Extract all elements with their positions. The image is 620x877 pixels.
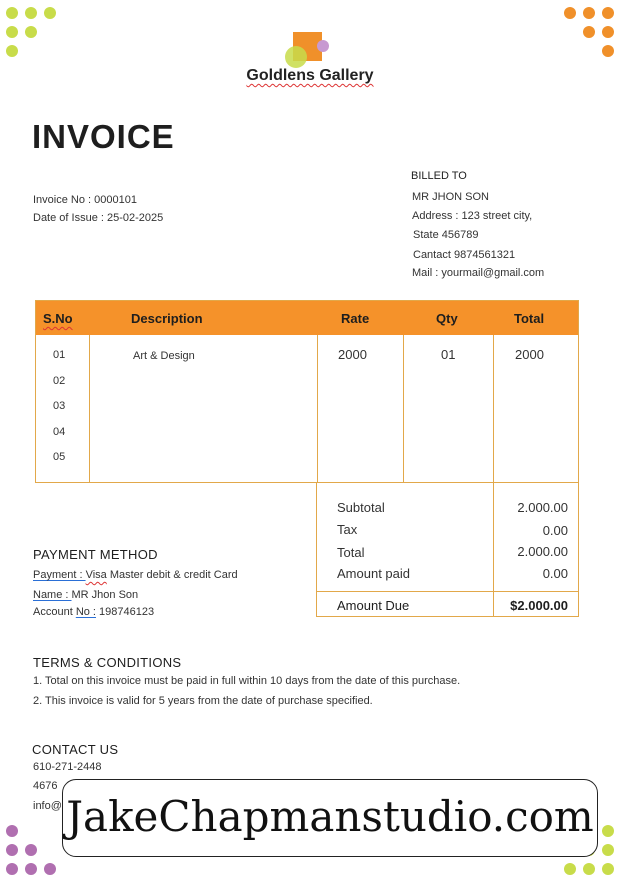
- logo-green-circle-shape: [285, 46, 307, 68]
- issue-date: Date of Issue : 25-02-2025: [33, 212, 164, 224]
- total-value: 2.000.00: [517, 544, 568, 559]
- row-serial: 05: [53, 451, 66, 463]
- row-serial: 03: [53, 400, 66, 412]
- row-serial: 02: [53, 375, 66, 387]
- terms-line-1: 1. Total on this invoice must be paid in full within 10 days from the date of this purchase.: [33, 675, 461, 687]
- payment-account-line: Account No : 198746123: [33, 606, 155, 618]
- payment-method-line: Payment : Visa Master debit & credit Card: [33, 569, 238, 581]
- column-header-rate: Rate: [341, 311, 370, 326]
- amount-paid-value: 0.00: [542, 566, 568, 581]
- payment-name-line: Name : MR Jhon Son: [33, 589, 139, 601]
- invoice-number: Invoice No : 0000101: [33, 194, 137, 206]
- page-title: INVOICE: [32, 118, 175, 155]
- billed-to-contact: Cantact 9874561321: [413, 249, 516, 261]
- tax-label: Tax: [337, 522, 358, 537]
- terms-heading: TERMS & CONDITIONS: [33, 655, 182, 670]
- column-divider: [403, 335, 404, 482]
- total-label: Total: [337, 545, 365, 560]
- logo-purple-circle-shape: [317, 40, 329, 52]
- watermark-banner: JakeChapmanstudio.com: [62, 779, 598, 857]
- row-serial: 01: [53, 349, 66, 361]
- billed-to-heading: BILLED TO: [411, 170, 467, 182]
- column-header-qty: Qty: [436, 311, 458, 326]
- payment-method-heading: PAYMENT METHOD: [33, 547, 158, 562]
- row-rate: 2000: [338, 347, 367, 362]
- totals-divider: [493, 483, 494, 616]
- billed-to-address: Address : 123 street city,: [412, 210, 533, 222]
- billed-to-state: State 456789: [413, 229, 479, 241]
- column-header-total: Total: [514, 311, 545, 326]
- table-header: [36, 301, 578, 335]
- amount-due-value: $2.000.00: [510, 598, 568, 613]
- amount-paid-label: Amount paid: [337, 566, 410, 581]
- contact-phone: 610-271-2448: [33, 761, 102, 773]
- billed-to-name: MR JHON SON: [412, 191, 489, 203]
- amount-due-label: Amount Due: [337, 598, 410, 613]
- column-divider: [317, 335, 318, 482]
- column-divider: [493, 335, 494, 482]
- column-divider: [89, 335, 90, 482]
- row-total: 2000: [515, 347, 544, 362]
- column-header-sno: S.No: [43, 311, 73, 326]
- column-header-description: Description: [131, 311, 203, 326]
- subtotal-label: Subtotal: [337, 500, 385, 515]
- row-description: Art & Design: [133, 350, 195, 362]
- contact-heading: CONTACT US: [32, 742, 119, 757]
- terms-line-2: 2. This invoice is valid for 5 years from the date of purchase specified.: [33, 695, 373, 707]
- totals-box: [316, 483, 579, 617]
- items-table: [35, 300, 579, 483]
- contact-email-partial: info@: [33, 800, 62, 812]
- row-serial: 04: [53, 426, 66, 438]
- tax-value: 0.00: [542, 523, 568, 538]
- billed-to-mail: Mail : yourmail@gmail.com: [412, 267, 545, 279]
- contact-address-partial: 4676: [33, 780, 58, 792]
- brand-name: Goldlens Gallery: [246, 67, 374, 84]
- subtotal-value: 2.000.00: [517, 500, 568, 515]
- row-qty: 01: [441, 347, 456, 362]
- totals-separator: [317, 591, 578, 592]
